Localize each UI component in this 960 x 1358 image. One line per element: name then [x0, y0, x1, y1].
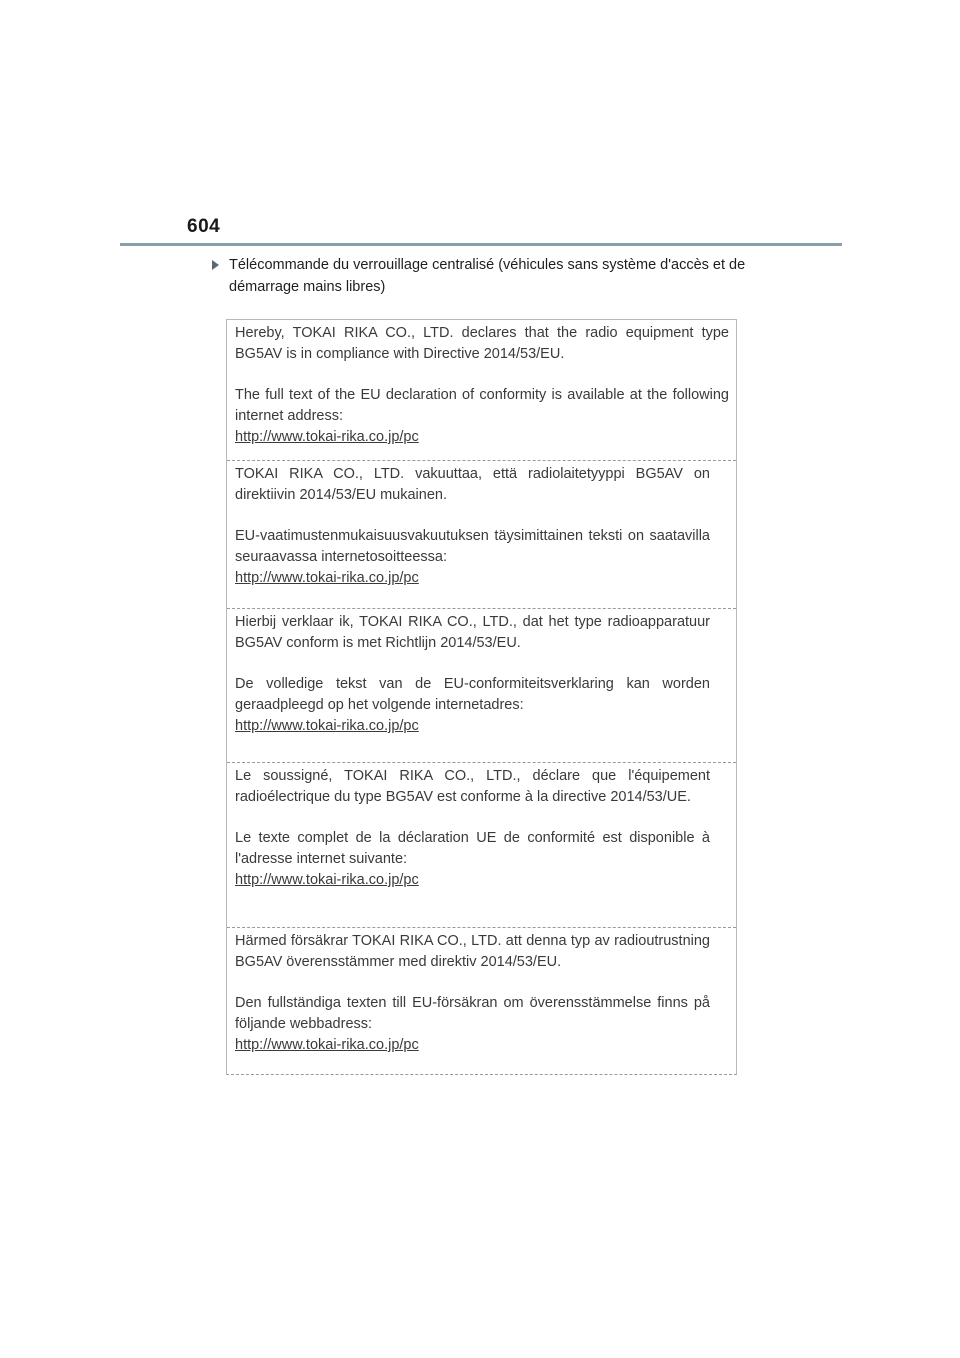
declaration-french	[227, 762, 736, 927]
declarations-table	[226, 319, 737, 1075]
declaration-url-link[interactable]: http://www.tokai-rika.co.jp/pc	[235, 872, 419, 888]
page-number: 604	[187, 216, 221, 237]
declaration-statement: Härmed försäkrar TOKAI RIKA CO., LTD. att denna typ av radioutrustning BG5AV överensstämmer med direktiv 2014/53/EU.	[235, 933, 710, 970]
declaration-dutch	[227, 608, 736, 762]
declaration-swedish	[227, 927, 736, 1074]
declaration-availability: EU-vaatimustenmukaisuusvakuutuksen täysimittainen teksti on saatavilla seuraavassa internetosoitteessa:	[235, 528, 710, 565]
declaration-english	[227, 319, 736, 460]
declaration-availability: Den fullständiga texten till EU-försäkran om överensstämmelse finns på följande webbadress:	[235, 995, 710, 1032]
triangle-right-icon	[212, 260, 219, 270]
declaration-url-link[interactable]: http://www.tokai-rika.co.jp/pc	[235, 718, 419, 734]
header-rule	[120, 243, 842, 246]
section-heading-line1: Télécommande du verrouillage centralisé (véhicules sans système d'accès et de	[229, 257, 746, 273]
declaration-statement: Hierbij verklaar ik, TOKAI RIKA CO., LTD., dat het type radioapparatuur BG5AV conform is met Richtlijn 2014/53/EU.	[235, 614, 710, 651]
declaration-url-link[interactable]: http://www.tokai-rika.co.jp/pc	[235, 570, 419, 586]
declaration-url-link[interactable]: http://www.tokai-rika.co.jp/pc	[235, 1037, 419, 1053]
declaration-availability: The full text of the EU declaration of conformity is available at the following internet address:	[235, 387, 729, 424]
declaration-availability: De volledige tekst van de EU-conformiteitsverklaring kan worden geraadpleegd op het volgende internetadres:	[235, 676, 710, 713]
section-heading-line2: démarrage mains libres)	[229, 279, 386, 295]
declaration-statement: Hereby, TOKAI RIKA CO., LTD. declares that the radio equipment type BG5AV is in compliance with Directive 2014/53/EU.	[235, 325, 729, 362]
declaration-statement: TOKAI RIKA CO., LTD. vakuuttaa, että radiolaitetyyppi BG5AV on direktiivin 2014/53/EU mukainen.	[235, 466, 710, 503]
declaration-finnish	[227, 460, 736, 608]
declaration-availability: Le texte complet de la déclaration UE de conformité est disponible à l'adresse internet suivante:	[235, 830, 710, 867]
declaration-url-link[interactable]: http://www.tokai-rika.co.jp/pc	[235, 429, 419, 445]
declaration-statement: Le soussigné, TOKAI RIKA CO., LTD., déclare que l'équipement radioélectrique du type BG5AV est conforme à la directive 2014/53/UE.	[235, 768, 710, 805]
section-heading	[212, 254, 752, 298]
